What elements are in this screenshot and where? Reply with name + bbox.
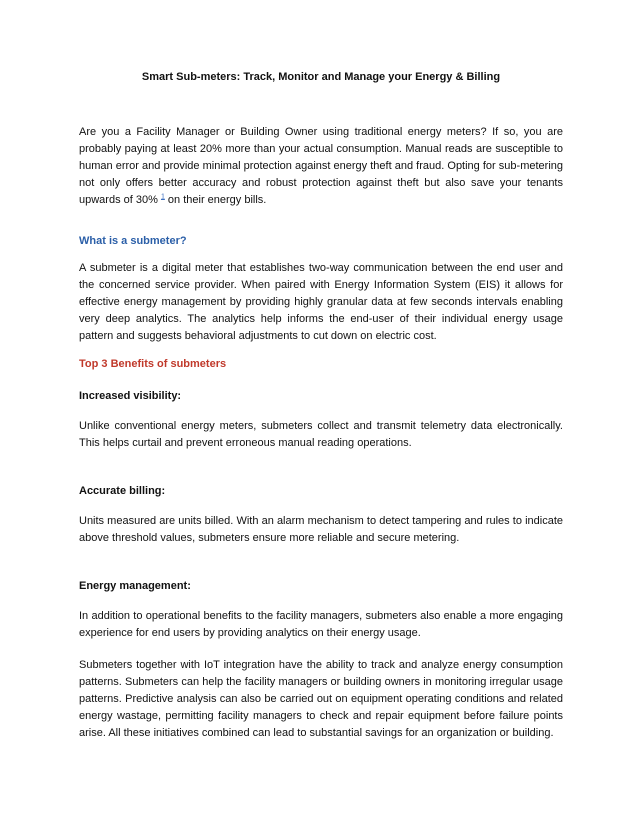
accurate-billing-paragraph: Units measured are units billed. With an alarm mechanism to detect tampering and rules to indicate above threshold values, submeters ensure more reliable and secure metering.	[79, 515, 563, 544]
intro-text: Are you a Facility Manager or Building Owner using traditional energy meters? If so, you are probably paying at least 20% more than your actual consumption. Manual reads are susceptible to human error and provide minimal protection against energy theft and fraud. Opting for sub-metering not only offers better accuracy and robust protection against theft but also save your tenants upwards of 30%	[79, 126, 563, 206]
intro-paragraph	[79, 124, 563, 209]
document-title: Smart Sub-meters: Track, Monitor and Manage your Energy & Billing	[141, 71, 501, 83]
increased-visibility-paragraph: Unlike conventional energy meters, submeters collect and transmit telemetry data electronically. This helps curtail and prevent erroneous manual reading operations.	[79, 420, 563, 449]
energy-management-paragraph: In addition to operational benefits to the facility managers, submeters also enable a more engaging experience for end users by providing analytics on their energy usage.	[79, 610, 563, 639]
top-benefits-heading: Top 3 Benefits of submeters	[79, 358, 227, 370]
energy-management-heading: Energy management:	[79, 580, 191, 592]
document-page	[79, 70, 563, 742]
what-is-submeter-paragraph: A submeter is a digital meter that establishes two-way communication between the end user and the concerned service provider. When paired with Energy Information System (EIS) it allows for effective energy management by providing highly granular data at few seconds intervals enabling very deep analytics. The analytics help informs the end-user of their individual energy usage pattern and suggests behavioral adjustments to cut down on electric cost.	[79, 262, 563, 342]
intro-text-end: on their energy bills.	[164, 194, 267, 206]
iot-integration-paragraph: Submeters together with IoT integration have the ability to track and analyze energy consumption patterns. Submeters can help the facility managers or building owners in monitoring irregular usage patterns. Predictive analysis can also be carried out on equipment operating conditions and related energy wastage, permitting facility managers to check and repair equipment before failure points arise. All these initiatives combined can lead to substantial savings for an organization or building.	[79, 659, 563, 739]
footnote-link[interactable]: 1	[160, 193, 165, 201]
what-is-submeter-heading: What is a submeter?	[79, 235, 187, 247]
accurate-billing-heading: Accurate billing:	[79, 485, 166, 497]
increased-visibility-heading: Increased visibility:	[79, 390, 182, 402]
